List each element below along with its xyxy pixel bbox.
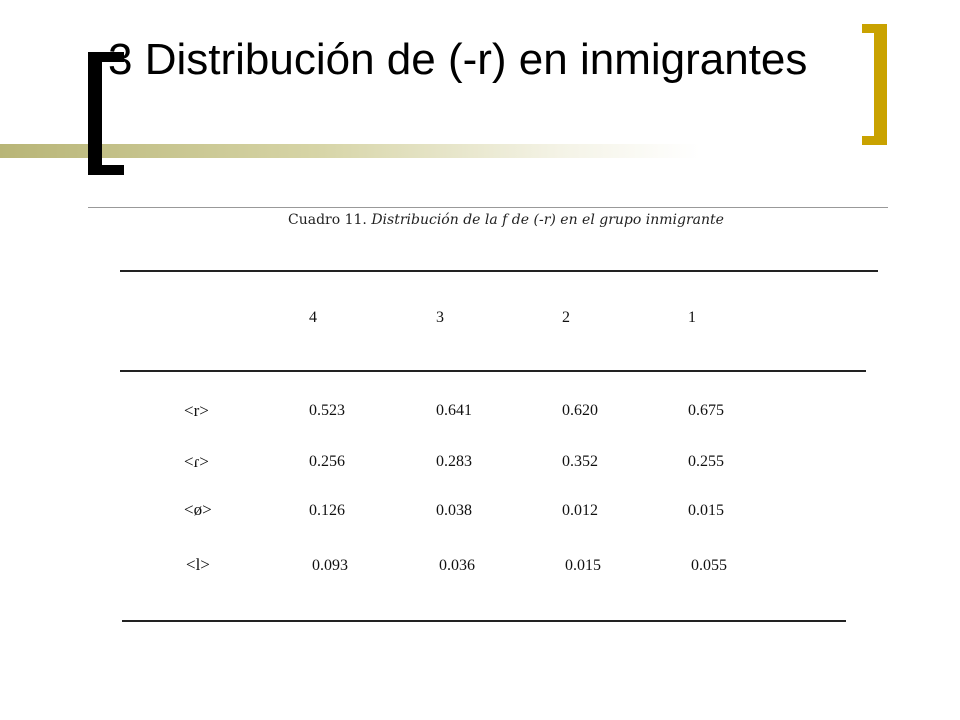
table-top-border bbox=[88, 207, 888, 208]
table-cell: 0.015 bbox=[688, 502, 724, 519]
slide-title: 3 Distribución de (-r) en inmigrantes bbox=[108, 35, 808, 84]
table-cell: 0.256 bbox=[309, 453, 345, 470]
row-label: <ɾ> bbox=[184, 452, 209, 471]
table-cell: 0.641 bbox=[436, 402, 472, 419]
caption-title: Distribución de la f de (-r) en el grupo inmigrante bbox=[371, 212, 724, 228]
row-label: <ø> bbox=[184, 500, 212, 519]
table-cell: 0.036 bbox=[439, 557, 475, 574]
table-cell: 0.126 bbox=[309, 502, 345, 519]
row-label: <l> bbox=[186, 555, 210, 574]
header-rule-top bbox=[120, 270, 878, 272]
table-cell: 0.283 bbox=[436, 453, 472, 470]
caption-prefix: Cuadro 11. bbox=[288, 212, 367, 228]
column-header: 2 bbox=[562, 309, 570, 326]
column-header: 3 bbox=[436, 309, 444, 326]
column-header: 1 bbox=[688, 309, 696, 326]
column-header: 4 bbox=[309, 309, 317, 326]
table-caption bbox=[288, 212, 724, 228]
table-cell: 0.255 bbox=[688, 453, 724, 470]
table-cell: 0.038 bbox=[436, 502, 472, 519]
row-label: <r> bbox=[184, 401, 209, 420]
table-cell: 0.055 bbox=[691, 557, 727, 574]
table-cell: 0.523 bbox=[309, 402, 345, 419]
table-cell: 0.093 bbox=[312, 557, 348, 574]
table-cell: 0.675 bbox=[688, 402, 724, 419]
table-cell: 0.012 bbox=[562, 502, 598, 519]
header-rule-bottom bbox=[120, 370, 866, 372]
table-cell: 0.015 bbox=[565, 557, 601, 574]
table-cell: 0.620 bbox=[562, 402, 598, 419]
table-bottom-rule bbox=[122, 620, 846, 622]
table-cell: 0.352 bbox=[562, 453, 598, 470]
